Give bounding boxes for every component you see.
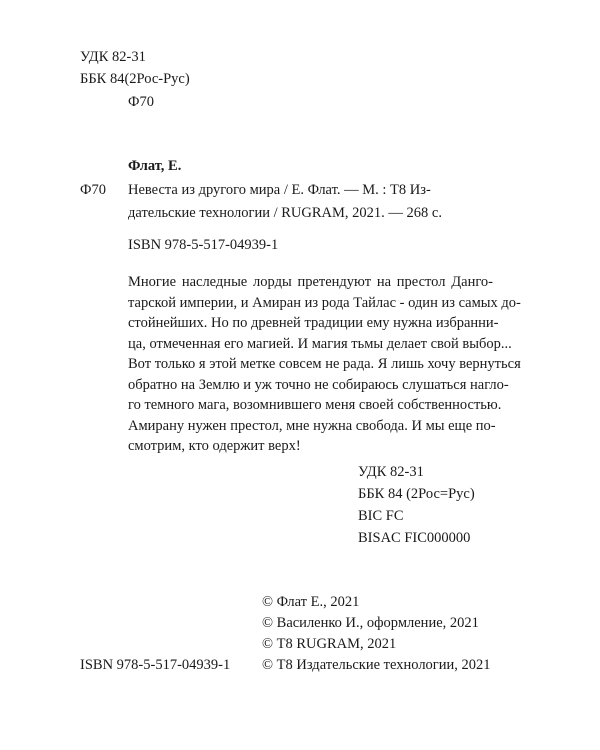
bisac-code: BISAC FIC000000 xyxy=(358,530,471,546)
udk-code: УДК 82-31 xyxy=(80,49,146,65)
author-sign-left: Ф70 xyxy=(80,182,106,198)
copyright-line: © Т8 Издательские технологии, 2021 xyxy=(262,657,491,673)
annotation-line: тарской империи, и Амиран из рода Тайлас - один из самых до- xyxy=(128,294,521,311)
bibliographic-description-line: дательские технологии / RUGRAM, 2021. — 268 с. xyxy=(128,205,442,221)
bbk-code: ББК 84(2Рос-Рус) xyxy=(80,71,190,87)
book-annotation xyxy=(128,272,521,457)
annotation-line: ца, отмеченная его магией. И магия тьмы делает свой выбор... xyxy=(128,335,512,352)
udk-code: УДК 82-31 xyxy=(358,464,424,480)
author-name: Флат, Е. xyxy=(128,158,182,174)
annotation-line: Вот только я этой метке совсем не рада. Я лишь хочу вернуться xyxy=(128,356,521,372)
copyright-line: © Флат Е., 2021 xyxy=(262,594,360,610)
annotation-line: смотрим, кто одержит верх! xyxy=(128,438,301,454)
copyright-line: © Василенко И., оформление, 2021 xyxy=(262,615,479,631)
annotation-line: стойнейших. Но по древней традиции ему нужна избранни- xyxy=(128,315,499,331)
isbn: ISBN 978-5-517-04939-1 xyxy=(80,657,231,673)
copyright-line: © Т8 RUGRAM, 2021 xyxy=(262,636,397,652)
annotation-line: го темного мага, возомнившего меня своей собственностью. xyxy=(128,397,502,413)
annotation-line: Многие наследные лорды претендуют на престол Данго- xyxy=(128,274,493,290)
annotation-line: обратно на Землю и уж точно не собираюсь слушаться нагло- xyxy=(128,376,509,393)
isbn: ISBN 978-5-517-04939-1 xyxy=(128,237,279,253)
annotation-line: Амирану нужен престол, мне нужна свобода. И мы еще по- xyxy=(128,417,496,434)
author-sign: Ф70 xyxy=(128,94,154,110)
bic-code: BIC FC xyxy=(358,508,404,524)
bibliographic-description-line: Невеста из другого мира / Е. Флат. — М. : Т8 Из- xyxy=(128,182,431,198)
bbk-code: ББК 84 (2Рос=Рус) xyxy=(358,486,475,502)
